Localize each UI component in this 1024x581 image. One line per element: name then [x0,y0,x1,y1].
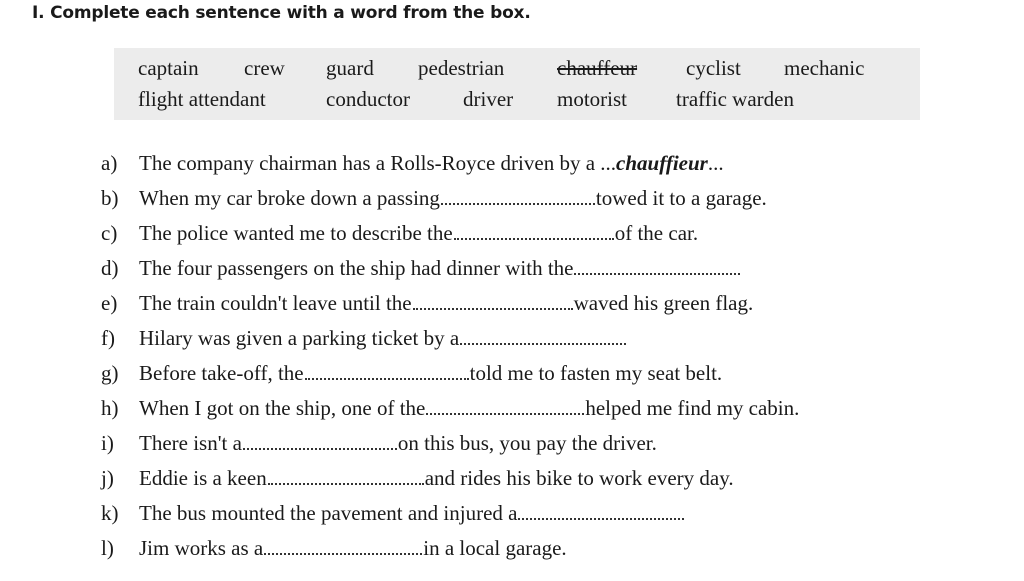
answer-blank[interactable] [264,535,422,555]
sentence-letter: l) [101,536,114,560]
sentence-text-after: towed it to a garage. [595,186,767,210]
word-pedestrian: pedestrian [418,56,505,80]
answer-blank[interactable] [574,255,740,275]
sentence-d [101,253,741,283]
answer-blank[interactable] [426,395,584,415]
sentence-c [101,218,698,248]
answer-blank[interactable] [441,185,595,205]
word-conductor: conductor [326,87,410,111]
word-crew: crew [244,56,285,80]
word-box [114,48,920,120]
word-driver: driver [463,87,514,111]
answer-blank[interactable] [243,430,397,450]
sentence-l [101,533,567,563]
sentence-text-before: The train couldn't leave until the [139,291,412,315]
sentence-text-before: When my car broke down a passing [139,186,440,210]
sentence-text-after: on this bus, you pay the driver. [397,431,657,455]
sentence-text-after: told me to fasten my seat belt. [469,361,723,385]
sentence-answer: chauffieur [616,151,708,175]
word-cyclist: cyclist [686,56,741,80]
sentence-text-before: Before take-off, the [139,361,304,385]
sentence-letter: j) [101,466,114,490]
sentence-letter: f) [101,326,115,350]
answer-blank[interactable] [454,220,614,240]
answer-blank[interactable] [413,290,573,310]
sentence-letter: d) [101,256,119,280]
sentence-h [101,393,799,423]
sentence-letter: k) [101,501,119,525]
answer-blank[interactable] [268,465,424,485]
word-captain: captain [138,56,199,80]
sentence-f [101,323,627,353]
sentence-a [101,148,724,178]
word-mechanic: mechanic [784,56,865,80]
answer-blank[interactable] [460,325,626,345]
word-guard: guard [326,56,374,80]
sentence-letter: h) [101,396,119,420]
sentence-text-after: in a local garage. [423,536,567,560]
sentence-letter: a) [101,151,118,175]
sentence-i [101,428,657,458]
sentence-letter: g) [101,361,119,385]
answer-blank[interactable] [518,500,684,520]
sentence-letter: b) [101,186,119,210]
sentence-text-before: Hilary was given a parking ticket by a [139,326,460,350]
sentence-text-after: waved his green flag. [573,291,754,315]
sentence-letter: i) [101,431,114,455]
sentence-g [101,358,722,388]
sentence-k [101,498,685,528]
word-traffic-warden: traffic warden [676,87,794,111]
sentence-text-before: The four passengers on the ship had dinner with the [139,256,574,280]
sentence-text-before: When I got on the ship, one of the [139,396,426,420]
sentence-letter: e) [101,291,118,315]
sentence-text-before: The company chairman has a Rolls-Royce driven by a ... [139,151,617,175]
sentence-e [101,288,753,318]
word-motorist: motorist [557,87,628,111]
instruction-heading: I. Complete each sentence with a word from the box. [32,3,531,23]
sentence-text-before: Jim works as a [139,536,264,560]
word-chauffeur-struck: chauffeur [557,56,638,80]
sentence-text-before: Eddie is a keen [139,466,267,490]
sentence-text-after: of the car. [614,221,699,245]
sentence-text-before: The bus mounted the pavement and injured a [139,501,518,525]
sentence-text-after: helped me find my cabin. [585,396,800,420]
sentence-text-before: There isn't a [139,431,242,455]
sentence-j [101,463,734,493]
sentence-text-after: ... [707,151,724,175]
sentence-letter: c) [101,221,118,245]
sentence-b [101,183,767,213]
sentence-text-before: The police wanted me to describe the [139,221,453,245]
answer-blank[interactable] [305,360,469,380]
word-flight-attendant: flight attendant [138,87,266,111]
sentence-text-after: and rides his bike to work every day. [424,466,734,490]
